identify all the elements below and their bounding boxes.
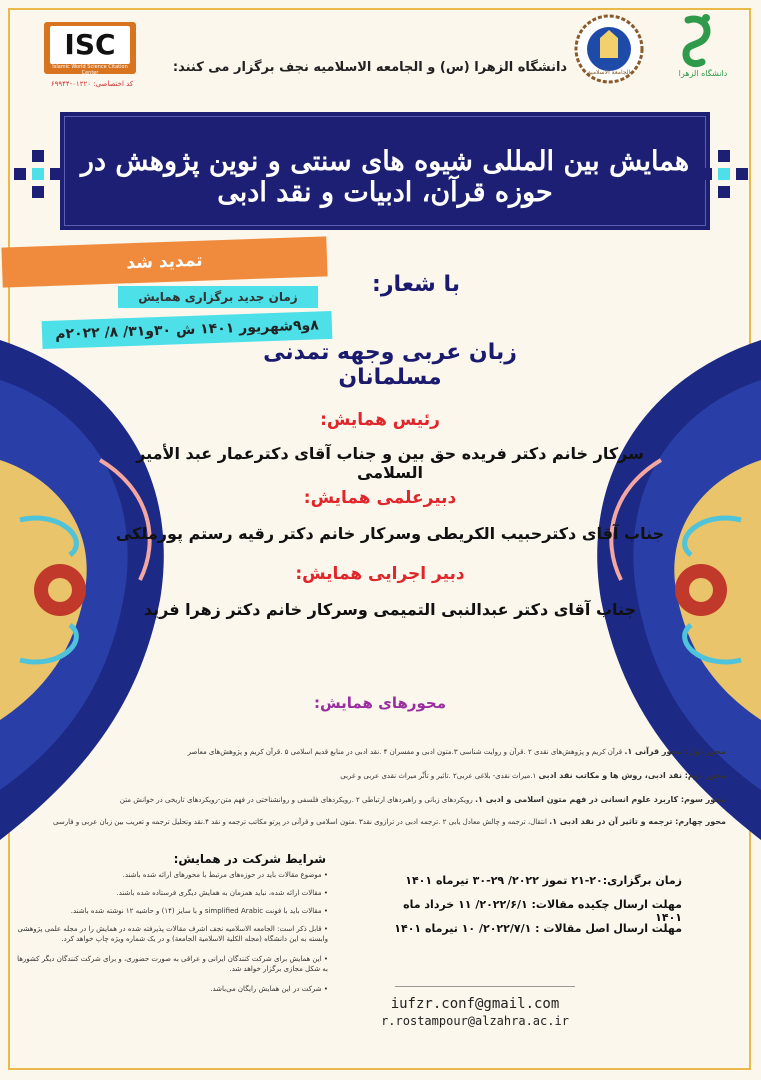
slogan-label: با شعار:: [372, 272, 460, 297]
najaf-logo-text: الجامعة الاسلامية: [587, 69, 631, 76]
new-date-label: زمان جدید برگزاری همایش: [118, 286, 318, 308]
isc-code: کد اختصاصی: ۰۱۲۲۰-۶۹۹۴۴: [50, 80, 134, 88]
executive-secretary-names: جناب آقای دکتر عبدالنبی التمیمی وسرکار خانم دکتر زهرا فرید: [143, 600, 637, 619]
axis-text: انتقال، ترجمه و چالش معادل یابی ۲ .ترجمه ادبی در ترازوی نقد۳ .متون اسلامی و قرآنی در پرتو مکاتب ترجمه و نقد ۴.نقد وتحلیل ترجمه و تعریب بین زبان عربی و فارسی: [53, 818, 547, 826]
alzahra-university-logo: [658, 10, 748, 80]
condition-item: • قابل ذکر است: الجامعه الاسلامیه نجف اشرف مقالات پذیرفته شده در همایش را در مجله علمی پژوهشی وابسته به این دانشگاه (مجله الکلیة الاسلامیة الجامعة) و در یک شماره ویژه چاپ خواهد کرد.: [17, 925, 328, 943]
scientific-secretary-label: دبیرعلمی همایش:: [303, 488, 457, 508]
paper-deadline: مهلت ارسال اصل مقالات : ۲۰۲۲/۷/۱/ ۱۰ تیرماه ۱۴۰۱: [394, 922, 682, 935]
axis-item: [30, 746, 726, 758]
condition-item: • شرکت در این همایش رایگان می‌باشد.: [210, 985, 328, 993]
chair-names: سرکار خانم دکتر فریده حق بین و جناب آقای دکترعمار عبد الأمیر السلامی: [136, 444, 644, 482]
abstract-deadline: مهلت ارسال چکیده مقالات: ۲۰۲۲/۶/۱/ ۱۱ خرداد ماه ۱۴۰۱: [403, 898, 682, 924]
axis-item: [30, 794, 726, 806]
slogan-text: زبان عربی وجهه تمدنی مسلمانان: [263, 340, 517, 390]
isc-logo-text: ISC: [50, 26, 130, 64]
divider: [395, 986, 575, 987]
condition-item: • مقالات ارائه شده، نباید همزمان به همایش دیگری فرستاده شده باشند.: [116, 889, 328, 897]
alzahra-logo-text: دانشگاه الزهرا: [678, 69, 728, 78]
axis-text: ۱.میراث نقدی- بلاغی عربی۲ .تاثیر و تأثّر میراث نقدی عربی و غربی: [340, 772, 537, 780]
conference-date: زمان برگزاری:۲۰-۲۱ تموز ۲۰۲۲/ ۲۹-۳۰ تیرماه ۱۴۰۱: [405, 874, 682, 887]
new-date-value: ۸و۹شهریور ۱۴۰۱ ش ۳۰و۳۱/ ۸/ ۲۰۲۲م: [42, 311, 333, 349]
axes-label: محورهای همایش:: [313, 694, 447, 712]
axis-title: محور چهارم: ترجمه و تاثیر آن در نقد ادبی ۱.: [549, 817, 726, 826]
axis-item: [30, 816, 726, 828]
axis-text: رویکردهای زبانی و راهبردهای ارتباطی ۲ .رویکردهای فلسفی و روانشناختی در فهم متن-رویکردهای تاریخی در خوانش متن: [119, 796, 473, 804]
conditions-title: شرایط شرکت در همایش:: [173, 852, 326, 866]
isc-logo-subtitle: Islamic World Science Citation Center: [52, 64, 128, 76]
axis-title: محور اول: محور قرآنی ۱.: [624, 747, 726, 756]
scientific-secretary-names: جناب آقای دکترحبیب الکریطی وسرکار خانم دکتر رقیه رستم پورملکی: [115, 524, 665, 543]
organizer-email-link[interactable]: r.rostampour@alzahra.ac.ir: [381, 1014, 569, 1028]
condition-item: • این همایش برای شرکت کنندگان ایرانی و عراقی به صورت حضوری، و برای شرکت کنندگان دیگر کشورها به شکل مجازی برگزار خواهد شد.: [17, 955, 328, 973]
condition-item: • مقالات باید با فونت simplified Arabic و با سایز (۱۴) و حاشیه ۱۲ نوشته شده باشند.: [70, 907, 328, 915]
executive-secretary-label: دبیر اجرایی همایش:: [295, 564, 465, 584]
chair-label: رئیس همایش:: [320, 410, 440, 430]
conference-title: همایش بین المللی شیوه های سنتی و نوین پژوهش در حوزه قرآن، ادبیات و نقد ادبی: [80, 146, 690, 208]
condition-item: • موضوع مقالات باید در حوزه‌های مرتبط با محورهای ارائه شده باشند.: [122, 871, 328, 879]
axis-title: محور سوم: کاربرد علوم انسانی در فهم متون اسلامی و ادبی ۱.: [474, 795, 726, 804]
extended-badge: تمدید شد: [1, 236, 327, 287]
axis-item: [30, 770, 726, 782]
axis-title: محور دوم: نقد ادبی، روش ها و مکاتب نقد ادبی: [538, 771, 726, 780]
organizers-text: دانشگاه الزهرا (س) و الجامعه الاسلامیه نجف برگزار می کنند:: [172, 60, 568, 75]
conference-email-link[interactable]: iufzr.conf@gmail.com: [390, 996, 560, 1012]
right-arabesque-ornament: [571, 340, 761, 840]
axis-text: قرآن کریم و پژوهش‌های نقدی ۲ .قرآن و روایت شناسی ۳.متون ادبی و مفسران ۴ .نقد ادبی در منابع قدیم اسلامی ۵ .قرآن کریم و پژوهش‌های معاصر: [187, 748, 623, 756]
left-arabesque-ornament: [0, 340, 190, 840]
banner-left-pattern: [14, 150, 62, 198]
